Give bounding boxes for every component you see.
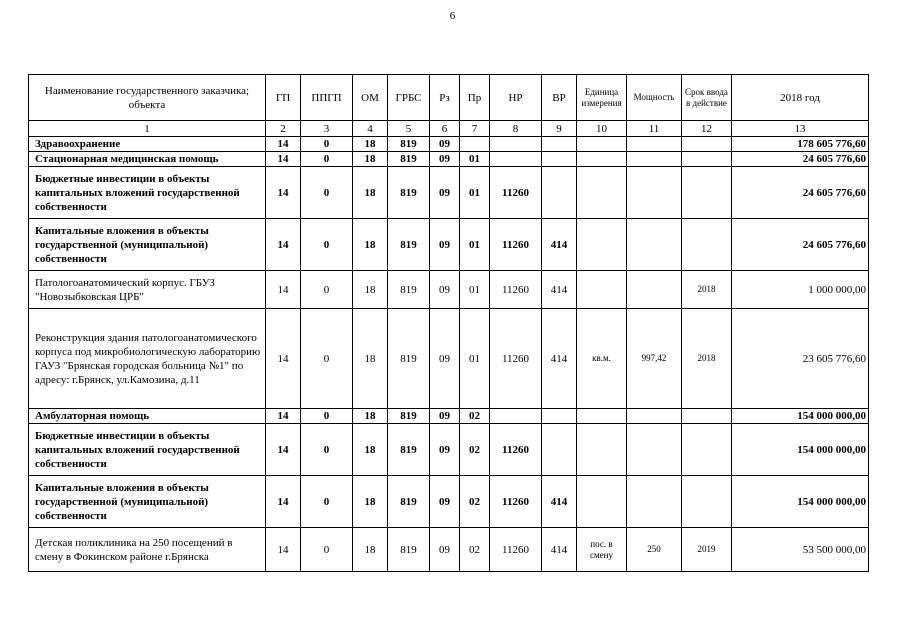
ppgp-cell: 0 (301, 137, 353, 152)
power-cell (627, 424, 682, 476)
amount-cell: 154 000 000,00 (732, 409, 869, 424)
gp-cell: 14 (266, 409, 301, 424)
om-cell: 18 (353, 271, 388, 309)
rz-cell: 09 (430, 271, 460, 309)
table-row (29, 271, 869, 309)
header-power: Мощность (627, 75, 682, 121)
power-cell (627, 409, 682, 424)
term-cell (682, 219, 732, 271)
vr-cell: 414 (542, 309, 577, 409)
grbs-cell: 819 (388, 167, 430, 219)
amount-cell: 24 605 776,60 (732, 167, 869, 219)
vr-cell (542, 152, 577, 167)
unit-cell (577, 167, 627, 219)
name-cell: Здравоохранение (29, 137, 266, 152)
gp-cell: 14 (266, 152, 301, 167)
term-cell (682, 476, 732, 528)
col-num: 13 (732, 121, 869, 137)
om-cell: 18 (353, 137, 388, 152)
header-om: ОМ (353, 75, 388, 121)
gp-cell: 14 (266, 137, 301, 152)
unit-cell (577, 424, 627, 476)
name-cell: Реконструкция здания патологоанатомического корпуса под микробиологическую лабораторию ГАУЗ "Брянская городская больница №1" по адресу: г.Брянск, ул.Камозина, д.11 (29, 309, 266, 409)
table-row (29, 219, 869, 271)
name-cell: Стационарная медицинская помощь (29, 152, 266, 167)
pr-cell: 02 (460, 476, 490, 528)
table-row (29, 476, 869, 528)
vr-cell (542, 409, 577, 424)
header-ppgp: ППГП (301, 75, 353, 121)
vr-cell: 414 (542, 476, 577, 528)
unit-cell (577, 152, 627, 167)
gp-cell: 14 (266, 424, 301, 476)
nr-cell: 11260 (490, 271, 542, 309)
grbs-cell: 819 (388, 219, 430, 271)
pr-cell (460, 137, 490, 152)
gp-cell: 14 (266, 309, 301, 409)
table-header-row (29, 75, 869, 121)
amount-cell: 154 000 000,00 (732, 424, 869, 476)
pr-cell: 02 (460, 528, 490, 572)
vr-cell (542, 167, 577, 219)
nr-cell: 11260 (490, 424, 542, 476)
om-cell: 18 (353, 309, 388, 409)
rz-cell: 09 (430, 309, 460, 409)
unit-cell (577, 271, 627, 309)
grbs-cell: 819 (388, 137, 430, 152)
gp-cell: 14 (266, 219, 301, 271)
grbs-cell: 819 (388, 424, 430, 476)
table-row (29, 528, 869, 572)
term-cell (682, 167, 732, 219)
term-cell (682, 152, 732, 167)
vr-cell (542, 137, 577, 152)
table-row (29, 152, 869, 167)
pr-cell: 02 (460, 409, 490, 424)
om-cell: 18 (353, 476, 388, 528)
power-cell (627, 167, 682, 219)
ppgp-cell: 0 (301, 476, 353, 528)
amount-cell: 1 000 000,00 (732, 271, 869, 309)
unit-cell (577, 219, 627, 271)
rz-cell: 09 (430, 409, 460, 424)
term-cell: 2018 (682, 271, 732, 309)
nr-cell: 11260 (490, 167, 542, 219)
om-cell: 18 (353, 424, 388, 476)
header-vr: ВР (542, 75, 577, 121)
power-cell (627, 219, 682, 271)
term-cell (682, 424, 732, 476)
amount-cell: 23 605 776,60 (732, 309, 869, 409)
ppgp-cell: 0 (301, 309, 353, 409)
col-num: 12 (682, 121, 732, 137)
rz-cell: 09 (430, 137, 460, 152)
table-row (29, 424, 869, 476)
col-num: 7 (460, 121, 490, 137)
power-cell: 250 (627, 528, 682, 572)
ppgp-cell: 0 (301, 409, 353, 424)
budget-table (28, 74, 869, 572)
rz-cell: 09 (430, 476, 460, 528)
term-cell (682, 137, 732, 152)
nr-cell (490, 137, 542, 152)
pr-cell: 01 (460, 152, 490, 167)
vr-cell: 414 (542, 528, 577, 572)
pr-cell: 01 (460, 167, 490, 219)
unit-cell (577, 409, 627, 424)
col-num: 11 (627, 121, 682, 137)
grbs-cell: 819 (388, 309, 430, 409)
nr-cell: 11260 (490, 219, 542, 271)
col-num: 4 (353, 121, 388, 137)
amount-cell: 24 605 776,60 (732, 219, 869, 271)
power-cell (627, 137, 682, 152)
name-cell: Бюджетные инвестиции в объекты капитальных вложений государственной собственности (29, 424, 266, 476)
col-num: 10 (577, 121, 627, 137)
ppgp-cell: 0 (301, 424, 353, 476)
vr-cell: 414 (542, 219, 577, 271)
gp-cell: 14 (266, 167, 301, 219)
om-cell: 18 (353, 528, 388, 572)
header-nr: НР (490, 75, 542, 121)
name-cell: Амбулаторная помощь (29, 409, 266, 424)
table-row (29, 167, 869, 219)
nr-cell: 11260 (490, 528, 542, 572)
term-cell (682, 409, 732, 424)
header-pr: Пр (460, 75, 490, 121)
name-cell: Капитальные вложения в объекты государственной (муниципальной) собственности (29, 476, 266, 528)
ppgp-cell: 0 (301, 528, 353, 572)
term-cell: 2018 (682, 309, 732, 409)
name-cell: Капитальные вложения в объекты государственной (муниципальной) собственности (29, 219, 266, 271)
grbs-cell: 819 (388, 271, 430, 309)
nr-cell: 11260 (490, 309, 542, 409)
vr-cell: 414 (542, 271, 577, 309)
table-row (29, 409, 869, 424)
nr-cell: 11260 (490, 476, 542, 528)
om-cell: 18 (353, 152, 388, 167)
om-cell: 18 (353, 409, 388, 424)
power-cell: 997,42 (627, 309, 682, 409)
grbs-cell: 819 (388, 528, 430, 572)
col-num: 6 (430, 121, 460, 137)
power-cell (627, 271, 682, 309)
name-cell: Бюджетные инвестиции в объекты капитальных вложений государственной собственности (29, 167, 266, 219)
col-num: 5 (388, 121, 430, 137)
term-cell: 2019 (682, 528, 732, 572)
name-cell: Детская поликлиника на 250 посещений в смену в Фокинском районе г.Брянска (29, 528, 266, 572)
ppgp-cell: 0 (301, 219, 353, 271)
column-number-row (29, 121, 869, 137)
rz-cell: 09 (430, 167, 460, 219)
power-cell (627, 476, 682, 528)
col-num: 9 (542, 121, 577, 137)
pr-cell: 02 (460, 424, 490, 476)
gp-cell: 14 (266, 528, 301, 572)
amount-cell: 53 500 000,00 (732, 528, 869, 572)
grbs-cell: 819 (388, 152, 430, 167)
ppgp-cell: 0 (301, 152, 353, 167)
header-gp: ГП (266, 75, 301, 121)
unit-cell (577, 137, 627, 152)
nr-cell (490, 152, 542, 167)
rz-cell: 09 (430, 528, 460, 572)
table-row (29, 137, 869, 152)
rz-cell: 09 (430, 424, 460, 476)
col-num: 2 (266, 121, 301, 137)
gp-cell: 14 (266, 476, 301, 528)
pr-cell: 01 (460, 219, 490, 271)
rz-cell: 09 (430, 219, 460, 271)
rz-cell: 09 (430, 152, 460, 167)
header-name: Наименование государственного заказчика; объекта (29, 75, 266, 121)
om-cell: 18 (353, 167, 388, 219)
col-num: 1 (29, 121, 266, 137)
pr-cell: 01 (460, 309, 490, 409)
table-row (29, 309, 869, 409)
header-year: 2018 год (732, 75, 869, 121)
power-cell (627, 152, 682, 167)
gp-cell: 14 (266, 271, 301, 309)
amount-cell: 154 000 000,00 (732, 476, 869, 528)
pr-cell: 01 (460, 271, 490, 309)
name-cell: Патологоанатомический корпус. ГБУЗ "Новозыбковская ЦРБ" (29, 271, 266, 309)
table-body (29, 137, 869, 572)
header-grbs: ГРБС (388, 75, 430, 121)
amount-cell: 178 605 776,60 (732, 137, 869, 152)
ppgp-cell: 0 (301, 271, 353, 309)
page-number: 6 (449, 10, 456, 22)
nr-cell (490, 409, 542, 424)
unit-cell: кв.м. (577, 309, 627, 409)
om-cell: 18 (353, 219, 388, 271)
ppgp-cell: 0 (301, 167, 353, 219)
col-num: 3 (301, 121, 353, 137)
grbs-cell: 819 (388, 476, 430, 528)
unit-cell (577, 476, 627, 528)
amount-cell: 24 605 776,60 (732, 152, 869, 167)
header-unit: Единица измерения (577, 75, 627, 121)
vr-cell (542, 424, 577, 476)
unit-cell: пос. в смену (577, 528, 627, 572)
grbs-cell: 819 (388, 409, 430, 424)
col-num: 8 (490, 121, 542, 137)
header-term: Срок ввода в действие (682, 75, 732, 121)
header-rz: Рз (430, 75, 460, 121)
